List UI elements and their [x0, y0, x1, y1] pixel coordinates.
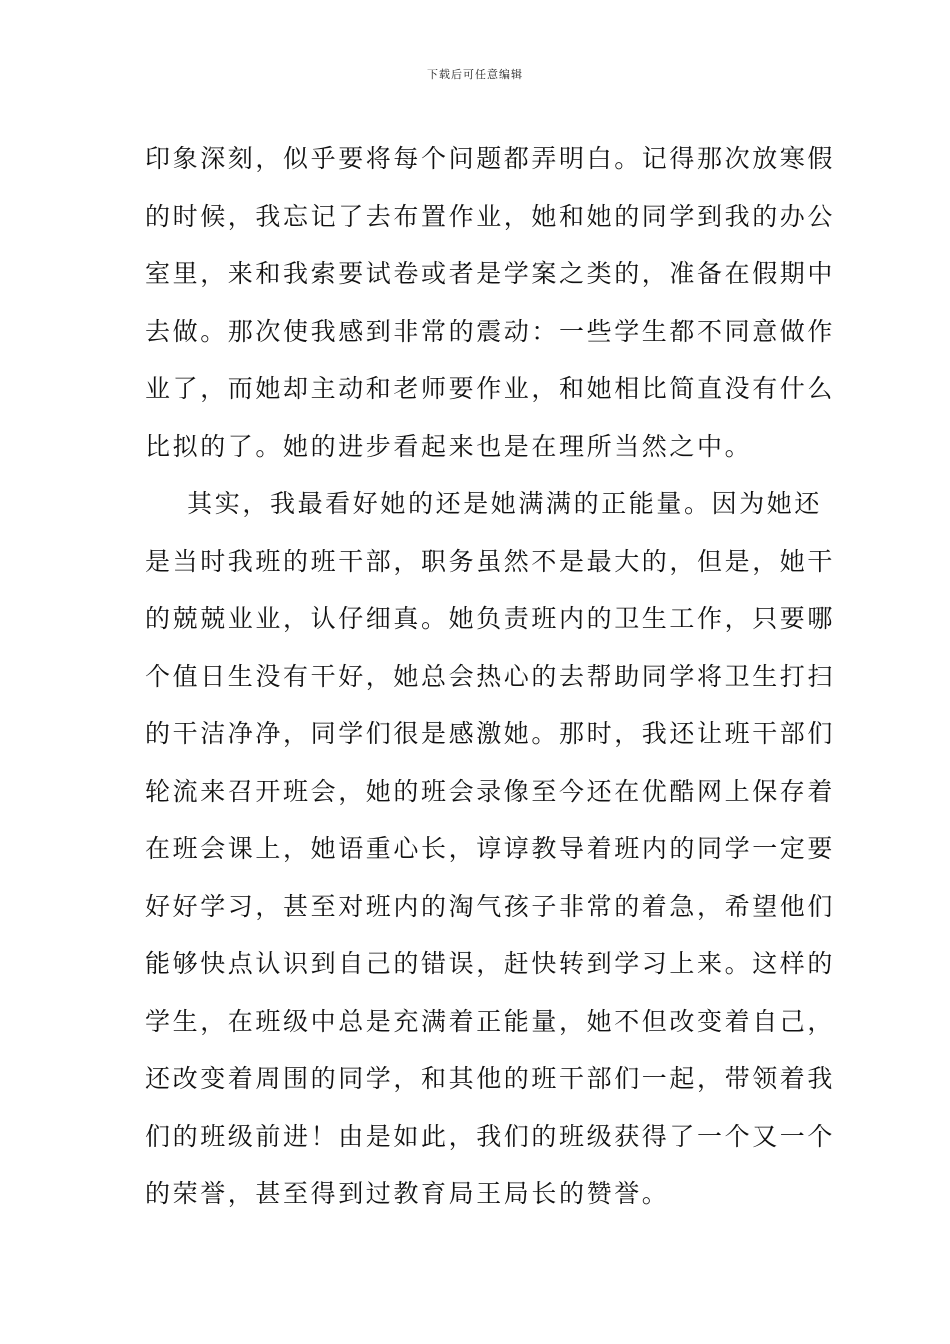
- paragraph: [145, 475, 836, 1223]
- text-line: 们的班级前进！由是如此，我们的班级获得了一个又一个: [145, 1121, 836, 1151]
- text-line: 其实，我最看好她的还是她满满的正能量。因为她还: [145, 489, 822, 518]
- text-line: 的兢兢业业，认仔细真。她负责班内的卫生工作，只要哪: [145, 604, 836, 633]
- text-line: 学生，在班级中总是充满着正能量，她不但改变着自己，: [145, 1006, 836, 1036]
- text-line: 业了，而她却主动和老师要作业，和她相比简直没有什么: [145, 374, 836, 403]
- text-line: 好好学习，甚至对班内的淘气孩子非常的着急，希望他们: [145, 891, 836, 921]
- text-line: 比拟的了。她的进步看起来也是在理所当然之中。: [145, 431, 753, 461]
- text-line: 个值日生没有干好，她总会热心的去帮助同学将卫生打扫: [145, 661, 836, 691]
- text-line: 印象深刻，似乎要将每个问题都弄明白。记得那次放寒假: [145, 144, 836, 173]
- document-body: [145, 130, 836, 1223]
- paragraph: [145, 130, 836, 475]
- text-line: 室里，来和我索要试卷或者是学案之类的，准备在假期中: [145, 259, 836, 288]
- text-line: 在班会课上，她语重心长，谆谆教导着班内的同学一定要: [145, 834, 836, 863]
- text-line: 去做。那次使我感到非常的震动：一些学生都不同意做作: [145, 316, 836, 346]
- text-line: 的荣誉，甚至得到过教育局王局长的赞誉。: [145, 1179, 670, 1208]
- text-line: 的时候，我忘记了去布置作业，她和她的同学到我的办公: [145, 201, 836, 231]
- page-header-note: 下载后可任意编辑: [427, 68, 523, 81]
- text-line: 的干洁净净，同学们很是感激她。那时，我还让班干部们: [145, 719, 836, 748]
- text-line: 是当时我班的班干部，职务虽然不是最大的，但是，她干: [145, 546, 836, 576]
- text-line: 能够快点认识到自己的错误，赶快转到学习上来。这样的: [145, 949, 836, 978]
- text-line: 轮流来召开班会，她的班会录像至今还在优酷网上保存着: [145, 776, 836, 806]
- text-line: 还改变着周围的同学，和其他的班干部们一起，带领着我: [145, 1064, 836, 1093]
